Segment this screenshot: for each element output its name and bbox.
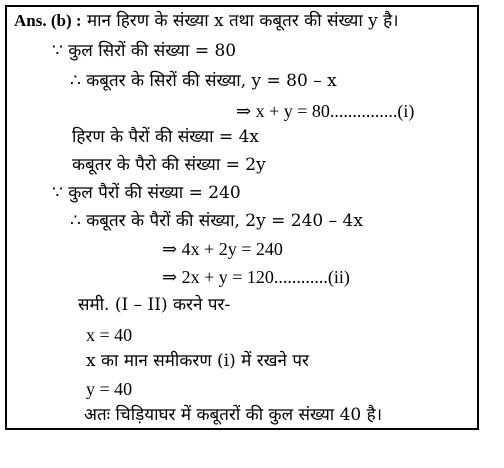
equation-i: ⇒ x + y = 80...............(i) (236, 101, 415, 121)
line-pigeon-heads: ∴ कबूतर के सिरों की संख्या, y = 80 – x (70, 71, 337, 91)
line-total-heads: ∵ कुल सिरों की संख्या = 80 (52, 41, 237, 61)
equation-ii: ⇒ 2x + y = 120............(ii) (162, 267, 350, 287)
line-substitute: x का मान समीकरण (i) में रखने पर (86, 351, 310, 371)
final-answer: अतः चिड़ियाघर में कबूतरों की कुल संख्या 40 है। (84, 405, 383, 425)
line-subtract: समी. (I – II) करने पर- (78, 295, 231, 315)
answer-line-1 (14, 10, 399, 32)
result-x: x = 40 (86, 325, 133, 345)
line-pigeon-legs-eq: ∴ कबूतर के पैरों की संख्या, 2y = 240 – 4x (70, 211, 363, 231)
equation-expanded: ⇒ 4x + 2y = 240 (162, 239, 283, 259)
answer-statement: मान हिरण के संख्या x तथा कबूतर की संख्या y है। (86, 11, 399, 31)
line-pigeon-legs: कबूतर के पैरो की संख्या = 2y (72, 155, 266, 175)
line-total-legs: ∵ कुल पैरों की संख्या = 240 (52, 183, 241, 203)
result-y: y = 40 (86, 379, 133, 399)
line-deer-legs: हिरण के पैरों की संख्या = 4x (72, 127, 259, 147)
answer-label: Ans. (b) : (14, 11, 82, 30)
